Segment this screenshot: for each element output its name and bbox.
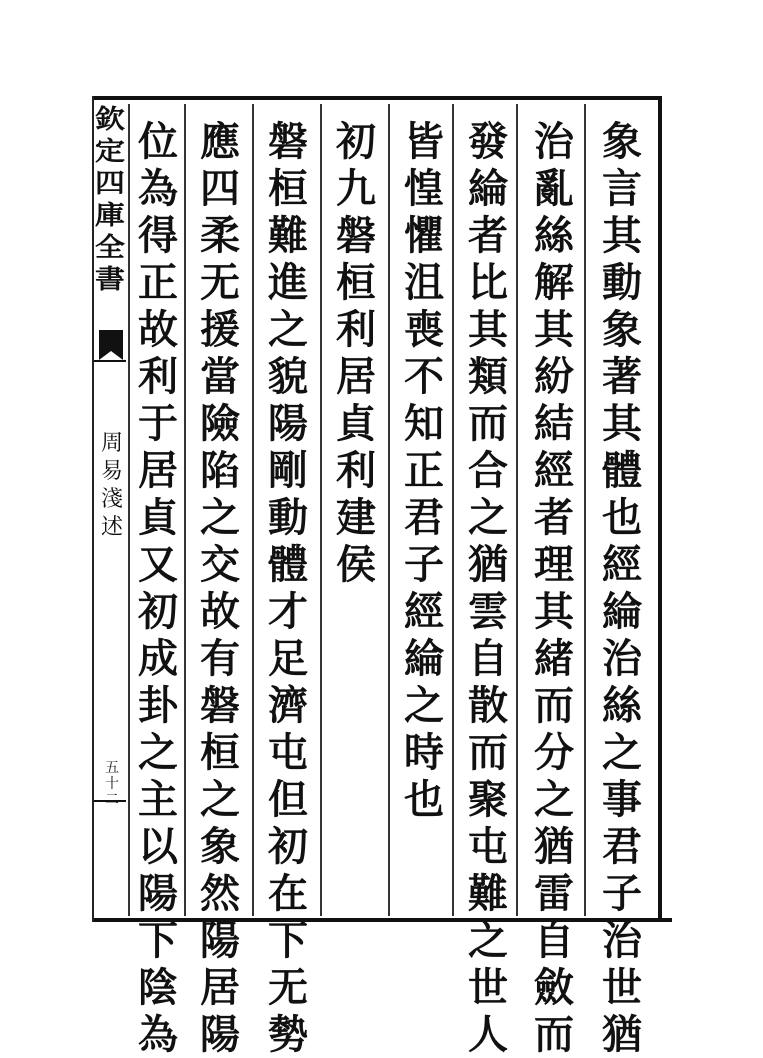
- text-character: 桓: [268, 165, 308, 212]
- text-column-3: [462, 118, 514, 1058]
- text-character: 喪: [404, 306, 444, 353]
- text-character: 懼: [404, 212, 444, 259]
- text-character: 下: [138, 917, 178, 964]
- text-character: 事: [602, 776, 642, 823]
- text-character: 之: [468, 917, 508, 964]
- text-character: 象: [602, 118, 642, 165]
- text-character: 而: [534, 1011, 574, 1058]
- text-character: 沮: [404, 259, 444, 306]
- text-character: 比: [468, 259, 508, 306]
- text-character: 柔: [200, 212, 240, 259]
- fishtail-mark: [99, 330, 123, 360]
- text-character: 險: [200, 400, 240, 447]
- text-character: 為: [138, 1011, 178, 1058]
- frame-top-border: [92, 96, 662, 100]
- text-character: 雲: [468, 588, 508, 635]
- text-character: 自: [534, 917, 574, 964]
- text-character: 之: [138, 729, 178, 776]
- series-title-character: 書: [95, 265, 125, 295]
- text-character: 又: [138, 541, 178, 588]
- text-character: 雷: [534, 870, 574, 917]
- text-character: 動: [268, 494, 308, 541]
- text-character: 屯: [268, 729, 308, 776]
- text-character: 足: [268, 635, 308, 682]
- text-character: 也: [404, 776, 444, 823]
- series-title: [96, 104, 124, 296]
- text-character: 經: [404, 588, 444, 635]
- frame-left-border: [92, 96, 94, 922]
- text-character: 理: [534, 541, 574, 588]
- text-character: 紛: [534, 353, 574, 400]
- text-character: 位: [138, 118, 178, 165]
- text-character: 剛: [268, 447, 308, 494]
- text-character: 之: [200, 494, 240, 541]
- text-column-5: [330, 118, 382, 588]
- text-character: 知: [404, 400, 444, 447]
- column-rule: [388, 104, 390, 916]
- text-character: 陽: [268, 400, 308, 447]
- text-character: 援: [200, 306, 240, 353]
- text-character: 子: [602, 870, 642, 917]
- text-character: 時: [404, 729, 444, 776]
- text-character: 然: [200, 870, 240, 917]
- text-character: 世: [602, 964, 642, 1011]
- text-character: 斂: [534, 964, 574, 1011]
- text-character: 其: [468, 306, 508, 353]
- text-character: 桓: [336, 259, 376, 306]
- text-character: 之: [602, 729, 642, 776]
- text-character: 才: [268, 588, 308, 635]
- text-character: 難: [468, 870, 508, 917]
- text-character: 言: [602, 165, 642, 212]
- text-character: 猶: [468, 541, 508, 588]
- book-title-character: 述: [100, 515, 123, 540]
- book-title-character: 易: [100, 459, 123, 484]
- text-character: 之: [200, 776, 240, 823]
- text-character: 應: [200, 118, 240, 165]
- text-character: 成: [138, 635, 178, 682]
- text-character: 惶: [404, 165, 444, 212]
- text-character: 猶: [602, 1011, 642, 1058]
- text-character: 陽: [200, 1011, 240, 1058]
- text-character: 勢: [268, 1011, 308, 1058]
- text-character: 以: [138, 823, 178, 870]
- text-character: 君: [602, 823, 642, 870]
- text-character: 動: [602, 259, 642, 306]
- book-title: [100, 430, 124, 542]
- text-character: 著: [602, 353, 642, 400]
- text-character: 其: [534, 588, 574, 635]
- text-character: 但: [268, 776, 308, 823]
- text-character: 正: [404, 447, 444, 494]
- text-character: 貞: [336, 400, 376, 447]
- text-character: 也: [602, 494, 642, 541]
- text-character: 人: [468, 1011, 508, 1058]
- text-character: 治: [602, 917, 642, 964]
- text-character: 子: [404, 541, 444, 588]
- text-character: 卦: [138, 682, 178, 729]
- text-character: 而: [468, 729, 508, 776]
- text-character: 四: [200, 165, 240, 212]
- text-character: 利: [138, 353, 178, 400]
- text-column-4: [398, 118, 450, 823]
- text-character: 貌: [268, 353, 308, 400]
- text-character: 陽: [200, 917, 240, 964]
- text-character: 為: [138, 165, 178, 212]
- text-character: 皆: [404, 118, 444, 165]
- text-character: 類: [468, 353, 508, 400]
- text-character: 亂: [534, 165, 574, 212]
- text-character: 建: [336, 494, 376, 541]
- text-character: 絲: [602, 682, 642, 729]
- text-character: 之: [268, 306, 308, 353]
- column-rule: [252, 104, 254, 916]
- text-character: 其: [602, 400, 642, 447]
- column-rule: [452, 104, 454, 916]
- text-character: 分: [534, 729, 574, 776]
- text-character: 故: [138, 306, 178, 353]
- book-title-character: 周: [100, 431, 123, 456]
- series-title-character: 四: [95, 169, 125, 199]
- text-character: 聚: [468, 776, 508, 823]
- text-character: 治: [602, 635, 642, 682]
- text-column-1: [596, 118, 648, 1058]
- text-character: 居: [200, 964, 240, 1011]
- text-character: 解: [534, 259, 574, 306]
- text-character: 磐: [200, 682, 240, 729]
- book-title-character: 淺: [100, 487, 123, 512]
- text-character: 磐: [268, 118, 308, 165]
- text-character: 无: [268, 964, 308, 1011]
- text-character: 正: [138, 259, 178, 306]
- text-character: 緒: [534, 635, 574, 682]
- text-character: 有: [200, 635, 240, 682]
- text-character: 初: [336, 118, 376, 165]
- text-column-8: [132, 118, 184, 1058]
- text-character: 初: [268, 823, 308, 870]
- series-title-character: 欽: [95, 105, 125, 135]
- text-character: 經: [602, 541, 642, 588]
- text-character: 進: [268, 259, 308, 306]
- page-number-tick: [94, 800, 126, 802]
- text-character: 散: [468, 682, 508, 729]
- column-rule: [584, 104, 586, 916]
- series-title-character: 定: [95, 137, 125, 167]
- text-character: 綸: [602, 588, 642, 635]
- series-title-character: 全: [95, 233, 125, 263]
- text-character: 者: [468, 212, 508, 259]
- text-column-2: [528, 118, 580, 1058]
- text-character: 世: [468, 964, 508, 1011]
- text-character: 初: [138, 588, 178, 635]
- text-character: 故: [200, 588, 240, 635]
- column-rule: [128, 104, 130, 916]
- text-character: 屯: [468, 823, 508, 870]
- text-character: 而: [468, 400, 508, 447]
- text-character: 得: [138, 212, 178, 259]
- text-character: 磐: [336, 212, 376, 259]
- text-character: 之: [534, 776, 574, 823]
- text-character: 象: [200, 823, 240, 870]
- text-character: 體: [268, 541, 308, 588]
- text-character: 九: [336, 165, 376, 212]
- page-number-character: 五: [105, 760, 119, 776]
- text-character: 之: [404, 682, 444, 729]
- text-character: 其: [602, 212, 642, 259]
- text-character: 當: [200, 353, 240, 400]
- text-column-6: [262, 118, 314, 1058]
- page-number-character: 十: [105, 776, 119, 792]
- text-character: 合: [468, 447, 508, 494]
- text-character: 无: [200, 259, 240, 306]
- text-character: 下: [268, 917, 308, 964]
- frame-right-border: [658, 96, 662, 922]
- text-character: 之: [468, 494, 508, 541]
- text-character: 濟: [268, 682, 308, 729]
- text-column-7: [194, 118, 246, 1058]
- text-character: 綸: [468, 165, 508, 212]
- text-character: 結: [534, 400, 574, 447]
- fishtail-line: [94, 360, 126, 362]
- text-character: 陽: [138, 870, 178, 917]
- column-rule: [320, 104, 322, 916]
- column-rule: [184, 104, 186, 916]
- text-character: 居: [138, 447, 178, 494]
- text-character: 陰: [138, 964, 178, 1011]
- text-character: 不: [404, 353, 444, 400]
- text-character: 象: [602, 306, 642, 353]
- text-character: 侯: [336, 541, 376, 588]
- series-title-character: 庫: [95, 201, 125, 231]
- text-character: 桓: [200, 729, 240, 776]
- text-character: 于: [138, 400, 178, 447]
- text-character: 居: [336, 353, 376, 400]
- text-character: 利: [336, 306, 376, 353]
- text-character: 綸: [404, 635, 444, 682]
- text-character: 在: [268, 870, 308, 917]
- text-character: 難: [268, 212, 308, 259]
- text-character: 體: [602, 447, 642, 494]
- text-character: 猶: [534, 823, 574, 870]
- text-character: 絲: [534, 212, 574, 259]
- text-character: 治: [534, 118, 574, 165]
- text-character: 利: [336, 447, 376, 494]
- text-character: 自: [468, 635, 508, 682]
- text-character: 交: [200, 541, 240, 588]
- column-rule: [516, 104, 518, 916]
- text-character: 其: [534, 306, 574, 353]
- text-character: 經: [534, 447, 574, 494]
- text-character: 發: [468, 118, 508, 165]
- text-character: 而: [534, 682, 574, 729]
- text-character: 君: [404, 494, 444, 541]
- text-character: 主: [138, 776, 178, 823]
- text-character: 貞: [138, 494, 178, 541]
- text-character: 者: [534, 494, 574, 541]
- text-character: 陷: [200, 447, 240, 494]
